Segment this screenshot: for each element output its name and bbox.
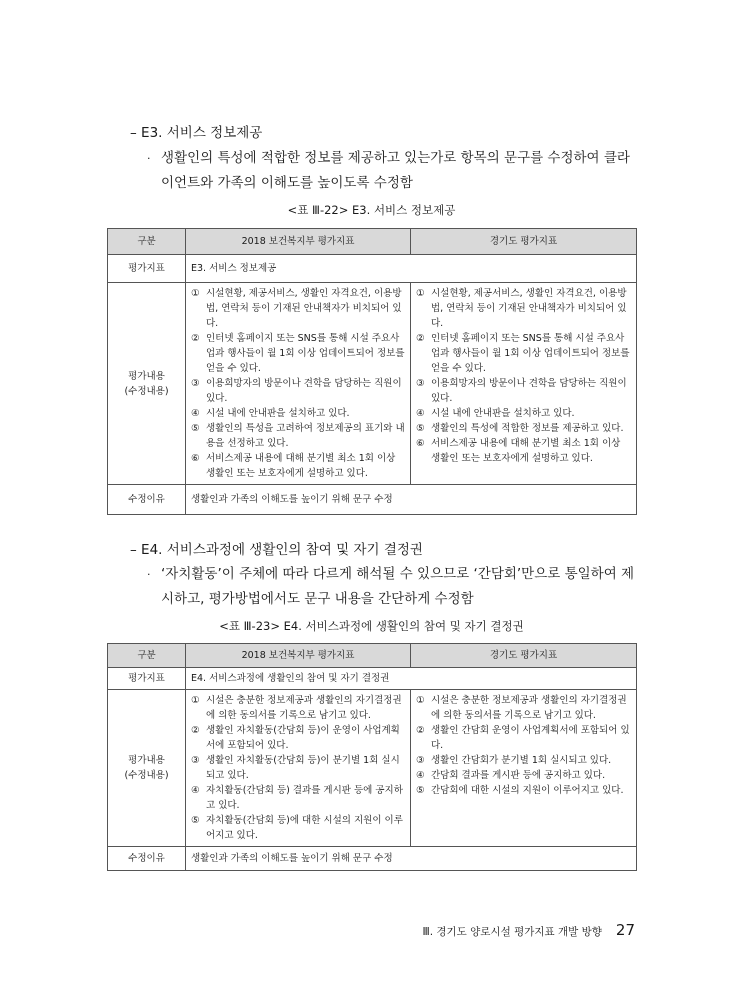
row-value: E3. 서비스 정보제공 [186,255,637,283]
row-label: 평가내용 (수정내용) [108,690,186,847]
criteria-text: 생활인 자치활동(간담회 등)이 운영이 사업계획서에 포함되어 있다. [206,725,400,751]
criteria-text: 생활인의 특성을 고려하여 정보제공의 표기와 내용을 선정하고 있다. [206,423,405,449]
row-value: E4. 서비스과정에 생활인의 참여 및 자기 결정권 [186,668,637,690]
table-caption-e4: <표 Ⅲ-23> E4. 서비스과정에 생활인의 참여 및 자기 결정권 [219,619,524,633]
table-row [108,847,637,871]
section-heading-e3: – E3. 서비스 정보제공 [130,125,263,141]
table-row [108,283,637,485]
criteria-number: ④ [191,785,200,796]
criteria-text: 시설은 충분한 정보제공과 생활인의 자기결정권에 의한 동의서를 기록으로 남기고 있다. [206,695,402,721]
criteria-number: ① [416,695,425,706]
criteria-list [191,693,405,843]
criteria-item [416,753,631,768]
criteria-number: ① [191,695,200,706]
row-label: 평가지표 [108,668,186,690]
col-header: 경기도 평가지표 [411,644,637,668]
criteria-cell-left [186,283,411,485]
criteria-number: ④ [191,408,200,419]
row-label: 평가지표 [108,255,186,283]
criteria-item [416,286,631,331]
criteria-cell-right [411,283,637,485]
criteria-item [191,813,405,843]
criteria-text: 서비스제공 내용에 대해 분기별 최소 1회 이상 생활인 또는 보호자에게 설명하고 있다. [431,438,621,464]
criteria-item [416,436,631,466]
criteria-number: ② [191,333,200,344]
criteria-item [191,693,405,723]
criteria-number: ④ [416,770,425,781]
criteria-text: 이용희망자의 방문이나 견학을 담당하는 직원이 있다. [431,378,627,404]
table-row [108,255,637,283]
bullet-mark: · [147,568,151,581]
table-e3 [107,228,637,515]
criteria-item [191,723,405,753]
col-header: 경기도 평가지표 [411,229,637,255]
criteria-text: 자치활동(간담회 등)에 대한 시설의 지원이 이루어지고 있다. [206,815,403,841]
col-header: 구분 [108,644,186,668]
criteria-item [191,783,405,813]
criteria-number: ② [191,725,200,736]
footer-chapter-title: Ⅲ. 경기도 양로시설 평가지표 개발 방향 [422,926,602,938]
criteria-number: ⑥ [191,453,200,464]
criteria-item [416,406,631,421]
criteria-item [416,331,631,376]
bullet-text: ‘자치활동’이 주체에 따라 다르게 해석될 수 있으므로 ‘간담회’만으로 통일하여 제시하고, 평가방법에서도 문구 내용을 간단하게 수정함 [161,566,635,607]
row-value: 생활인과 가족의 이해도를 높이기 위해 문구 수정 [186,847,637,871]
criteria-item [191,331,405,376]
criteria-cell-left [186,690,411,847]
criteria-number: ⑤ [416,423,425,434]
criteria-number: ③ [191,378,200,389]
criteria-text: 시설은 충분한 정보제공과 생활인의 자기결정권에 의한 동의서를 기록으로 남기고 있다. [431,695,627,721]
criteria-item [416,421,631,436]
section-heading-e4: – E4. 서비스과정에 생활인의 참여 및 자기 결정권 [130,542,423,558]
criteria-number: ⑤ [191,815,200,826]
criteria-number: ③ [416,755,425,766]
col-header: 구분 [108,229,186,255]
table-caption-e3: <표 Ⅲ-22> E3. 서비스 정보제공 [287,203,456,217]
bullet-text: 생활인의 특성에 적합한 정보를 제공하고 있는가로 항목의 문구를 수정하여 클라이언트와 가족의 이해도를 높이도록 수정함 [161,150,630,191]
criteria-item [191,421,405,451]
criteria-number: ⑥ [416,438,425,449]
criteria-text: 간담회에 대한 시설의 지원이 이루어지고 있다. [431,785,624,796]
table-header-row [108,229,637,255]
criteria-text: 시설현황, 제공서비스, 생활인 자격요건, 이용방법, 연락처 등이 기재된 안내책자가 비치되어 있다. [206,288,402,329]
criteria-text: 시설현황, 제공서비스, 생활인 자격요건, 이용방법, 연락처 등이 기재된 안내책자가 비치되어 있다. [431,288,627,329]
criteria-text: 생활인 간담회 운영이 사업계획서에 포함되어 있다. [431,725,630,751]
criteria-text: 간담회 결과를 게시판 등에 공지하고 있다. [431,770,606,781]
criteria-item [191,406,405,421]
criteria-item [191,286,405,331]
criteria-number: ⑤ [416,785,425,796]
criteria-text: 시설 내에 안내판을 설치하고 있다. [431,408,575,419]
criteria-list [416,693,631,798]
criteria-item [416,783,631,798]
criteria-text: 생활인 자치활동(간담회 등)이 분기별 1회 실시되고 있다. [206,755,400,781]
criteria-text: 생활인의 특성에 적합한 정보를 제공하고 있다. [431,423,624,434]
criteria-item [191,376,405,406]
criteria-text: 생활인 간담회가 분기별 1회 실시되고 있다. [431,755,612,766]
criteria-number: ⑤ [191,423,200,434]
criteria-text: 인터넷 홈페이지 또는 SNS를 통해 시설 주요사업과 행사들이 월 1회 이상 업데이트되어 정보를 얻을 수 있다. [206,333,405,374]
criteria-text: 서비스제공 내용에 대해 분기별 최소 1회 이상 생활인 또는 보호자에게 설명하고 있다. [206,453,396,479]
page-footer [422,921,635,939]
section-bullet-e4 [147,562,637,612]
criteria-list [416,286,631,466]
criteria-text: 자치활동(간담회 등) 결과를 게시판 등에 공지하고 있다. [206,785,403,811]
criteria-list [191,286,405,481]
criteria-number: ② [416,725,425,736]
criteria-text: 인터넷 홈페이지 또는 SNS를 통해 시설 주요사업과 행사들이 월 1회 이상 업데이트되어 정보를 얻을 수 있다. [431,333,630,374]
criteria-item [416,693,631,723]
table-row [108,690,637,847]
criteria-item [416,376,631,406]
criteria-item [416,768,631,783]
table-e4 [107,643,637,871]
criteria-number: ② [416,333,425,344]
table-row [108,668,637,690]
criteria-text: 이용희망자의 방문이나 견학을 담당하는 직원이 있다. [206,378,402,404]
table-header-row [108,644,637,668]
criteria-number: ③ [191,755,200,766]
page-number: 27 [615,921,635,939]
criteria-number: ④ [416,408,425,419]
criteria-item [191,753,405,783]
criteria-text: 시설 내에 안내판을 설치하고 있다. [206,408,350,419]
bullet-mark: · [147,152,151,165]
row-value: 생활인과 가족의 이해도를 높이기 위해 문구 수정 [186,485,637,515]
row-label: 평가내용 (수정내용) [108,283,186,485]
col-header: 2018 보건복지부 평가지표 [186,229,411,255]
col-header: 2018 보건복지부 평가지표 [186,644,411,668]
criteria-number: ① [191,288,200,299]
criteria-number: ① [416,288,425,299]
criteria-item [416,723,631,753]
criteria-number: ③ [416,378,425,389]
section-bullet-e3 [147,146,637,196]
criteria-item [191,451,405,481]
criteria-cell-right [411,690,637,847]
table-row [108,485,637,515]
row-label: 수정이유 [108,485,186,515]
row-label: 수정이유 [108,847,186,871]
